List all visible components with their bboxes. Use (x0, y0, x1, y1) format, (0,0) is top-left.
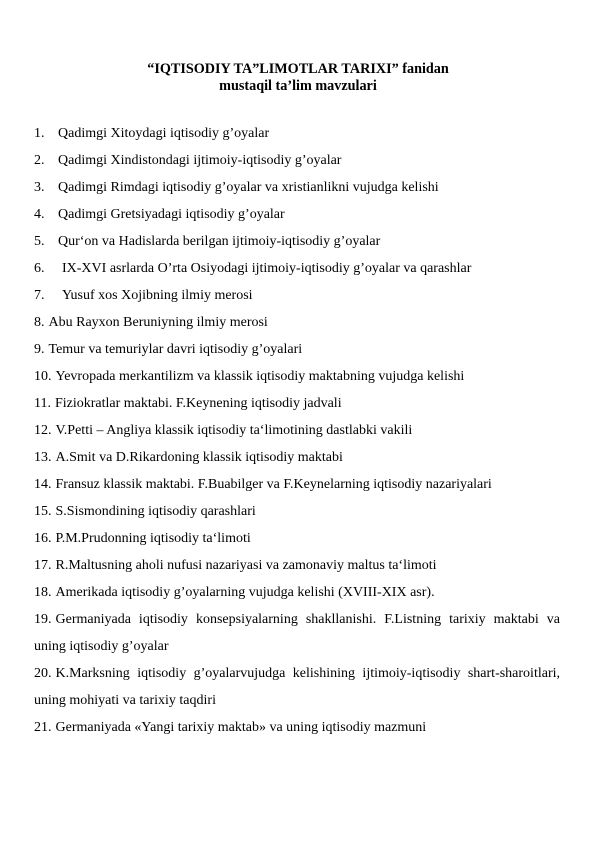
list-item (34, 660, 560, 714)
list-item (34, 363, 560, 390)
list-item (34, 444, 560, 471)
list-item (34, 309, 560, 336)
list-item (34, 228, 560, 255)
item-text: Yusuf xos Xojibning ilmiy merosi (62, 288, 253, 303)
item-number: 11. (34, 396, 51, 411)
item-number: 4. (34, 207, 45, 222)
item-text: Qadimgi Xitoydagi iqtisodiy g’oyalar (58, 126, 270, 141)
item-number: 17. (34, 558, 52, 573)
item-number: 14. (34, 477, 52, 492)
item-number: 20. (34, 666, 52, 681)
item-number: 1. (34, 126, 45, 141)
item-number: 7. (34, 288, 45, 303)
list-item (34, 390, 560, 417)
item-text: V.Petti – Angliya klassik iqtisodiy ta‘limotining dastlabki vakili (55, 423, 413, 438)
item-number: 16. (34, 531, 52, 546)
document-subtitle: mustaqil ta’lim mavzulari (219, 78, 377, 94)
list-item (34, 498, 560, 525)
item-number: 5. (34, 234, 45, 249)
item-text: IX-XVI asrlarda O’rta Osiyodagi ijtimoiy-iqtisodiy g’oyalar va qarashlar (62, 261, 472, 276)
list-item (34, 174, 560, 201)
item-number: 18. (34, 585, 52, 600)
item-text: Abu Rayxon Beruniyning ilmiy merosi (48, 315, 268, 330)
item-text: K.Marksning iqtisodiy g’oyalarvujudga kelishining ijtimoiy-iqtisodiy shart-sharoitlari, uning mohiyati va tarixiy taqdiri (34, 666, 560, 708)
item-text: P.M.Prudonning iqtisodiy ta‘limoti (55, 531, 251, 546)
item-number: 6. (34, 261, 45, 276)
item-text: Amerikada iqtisodiy g’oyalarning vujudga kelishi (XVIII-XIX asr). (55, 585, 435, 600)
item-text: Fiziokratlar maktabi. F.Keynening iqtisodiy jadvali (54, 396, 342, 411)
item-number: 12. (34, 423, 52, 438)
list-item (34, 552, 560, 579)
item-text: Yevropada merkantilizm va klassik iqtisodiy maktabning vujudga kelishi (55, 369, 465, 384)
item-text: Qur‘on va Hadislarda berilgan ijtimoiy-iqtisodiy g’oyalar (58, 234, 381, 249)
item-number: 13. (34, 450, 52, 465)
item-text: Qadimgi Rimdagi iqtisodiy g’oyalar va xristianlikni vujudga kelishi (58, 180, 439, 195)
list-item (34, 606, 560, 660)
item-text: A.Smit va D.Rikardoning klassik iqtisodiy maktabi (55, 450, 343, 465)
list-item (34, 579, 560, 606)
item-text: Qadimgi Xindistondagi ijtimoiy-iqtisodiy g’oyalar (58, 153, 342, 168)
item-text: Qadimgi Gretsiyadagi iqtisodiy g’oyalar (58, 207, 285, 222)
item-number: 3. (34, 180, 45, 195)
item-number: 19. (34, 612, 52, 627)
list-item (34, 525, 560, 552)
item-text: R.Maltusning aholi nufusi nazariyasi va zamonaviy maltus ta‘limoti (55, 558, 437, 573)
list-item (34, 282, 560, 309)
list-item (34, 417, 560, 444)
item-text: Germaniyada «Yangi tarixiy maktab» va uning iqtisodiy mazmuni (55, 720, 427, 735)
list-item (34, 255, 560, 282)
item-text: Fransuz klassik maktabi. F.Buabilger va F.Keynelarning iqtisodiy nazariyalari (55, 477, 492, 492)
document-title: “IQTISODIY TA”LIMOTLAR TARIXI” fanidan (147, 61, 449, 77)
item-text: Temur va temuriylar davri iqtisodiy g’oyalari (48, 342, 303, 357)
list-item (34, 714, 560, 741)
item-number: 21. (34, 720, 52, 735)
item-text: Germaniyada iqtisodiy konsepsiyalarning shakllanishi. F.Listning tarixiy maktabi va uning iqtisodiy g’oyalar (34, 612, 560, 654)
list-item (34, 120, 560, 147)
list-item (34, 336, 560, 363)
item-number: 9. (34, 342, 45, 357)
topics-list (34, 120, 560, 741)
list-item (34, 471, 560, 498)
list-item (34, 147, 560, 174)
list-item (34, 201, 560, 228)
item-number: 15. (34, 504, 52, 519)
item-number: 2. (34, 153, 45, 168)
item-number: 8. (34, 315, 45, 330)
item-number: 10. (34, 369, 52, 384)
item-text: S.Sismondining iqtisodiy qarashlari (55, 504, 256, 519)
